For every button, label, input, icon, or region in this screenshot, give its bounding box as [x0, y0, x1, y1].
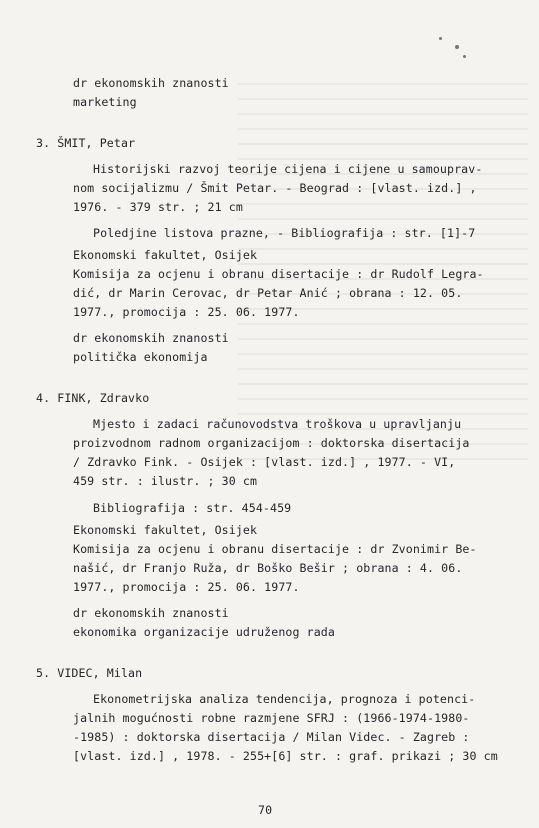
text-line: jalnih mogućnosti robne razmjene SFRJ : (1966-1974-1980- — [73, 711, 470, 725]
text-line: Komisija za ocjenu i obranu disertacije : dr Rudolf Legra- — [73, 267, 484, 281]
text-line: dr ekonomskih znanosti — [73, 76, 229, 90]
text-line: 3. ŠMIT, Petar — [36, 136, 136, 150]
text-line: ekonomika organizacije udruženog rada — [73, 625, 335, 639]
text-line: politička ekonomija — [73, 350, 208, 364]
text-line: dić, dr Marin Cerovac, dr Petar Anić ; obrana : 12. 05. — [73, 286, 463, 300]
text-line: dr ekonomskih znanosti — [73, 606, 229, 620]
text-line: Ekonometrijska analiza tendencija, prognoza i potenci- — [93, 692, 476, 706]
text-line: proizvodnom radnom organizacijom : doktorska disertacija — [73, 436, 470, 450]
text-line: Ekonomski fakultet, Osijek — [73, 248, 258, 262]
text-line: Poledjine listova prazne, - Bibliografija : str. [1]-7 — [93, 226, 476, 240]
text-line: Historijski razvoj teorije cijena i cijene u samouprav- — [93, 162, 483, 176]
text-line: Bibliografija : str. 454-459 — [93, 501, 292, 515]
text-line: / Zdravko Fink. - Osijek : [vlast. izd.] , 1977. - VI, — [73, 455, 456, 469]
text-line: 4. FINK, Zdravko — [36, 391, 150, 405]
text-line: Mjesto i zadaci računovodstva troškova u upravljanju — [93, 417, 462, 431]
text-line: dr ekonomskih znanosti — [73, 331, 229, 345]
text-line: 1977., promocija : 25. 06. 1977. — [73, 580, 300, 594]
text-line: 1977., promocija : 25. 06. 1977. — [73, 305, 300, 319]
text-line: [vlast. izd.] , 1978. - 255+[6] str. : graf. prikazi ; 30 cm — [73, 749, 498, 763]
text-line: -1985) : doktorska disertacija / Milan Videc. - Zagreb : — [73, 730, 470, 744]
paper-speck — [439, 37, 442, 40]
text-line: nom socijalizmu / Šmit Petar. - Beograd : [vlast. izd.] , — [73, 181, 477, 195]
text-line: 1976. - 379 str. ; 21 cm — [73, 200, 243, 214]
text-line: Komisija za ocjenu i obranu disertacije : dr Zvonimir Be- — [73, 542, 477, 556]
show-through-text — [238, 70, 528, 460]
paper-speck — [455, 45, 459, 49]
text-line: našić, dr Franjo Ruža, dr Boško Bešir ; obrana : 4. 06. — [73, 561, 463, 575]
text-line: 459 str. : ilustr. ; 30 cm — [73, 474, 258, 488]
paper-speck — [463, 55, 466, 58]
text-line: 5. VIDEC, Milan — [36, 666, 143, 680]
text-line: Ekonomski fakultet, Osijek — [73, 523, 258, 537]
text-line: 70 — [258, 803, 273, 817]
text-line: marketing — [73, 95, 137, 109]
